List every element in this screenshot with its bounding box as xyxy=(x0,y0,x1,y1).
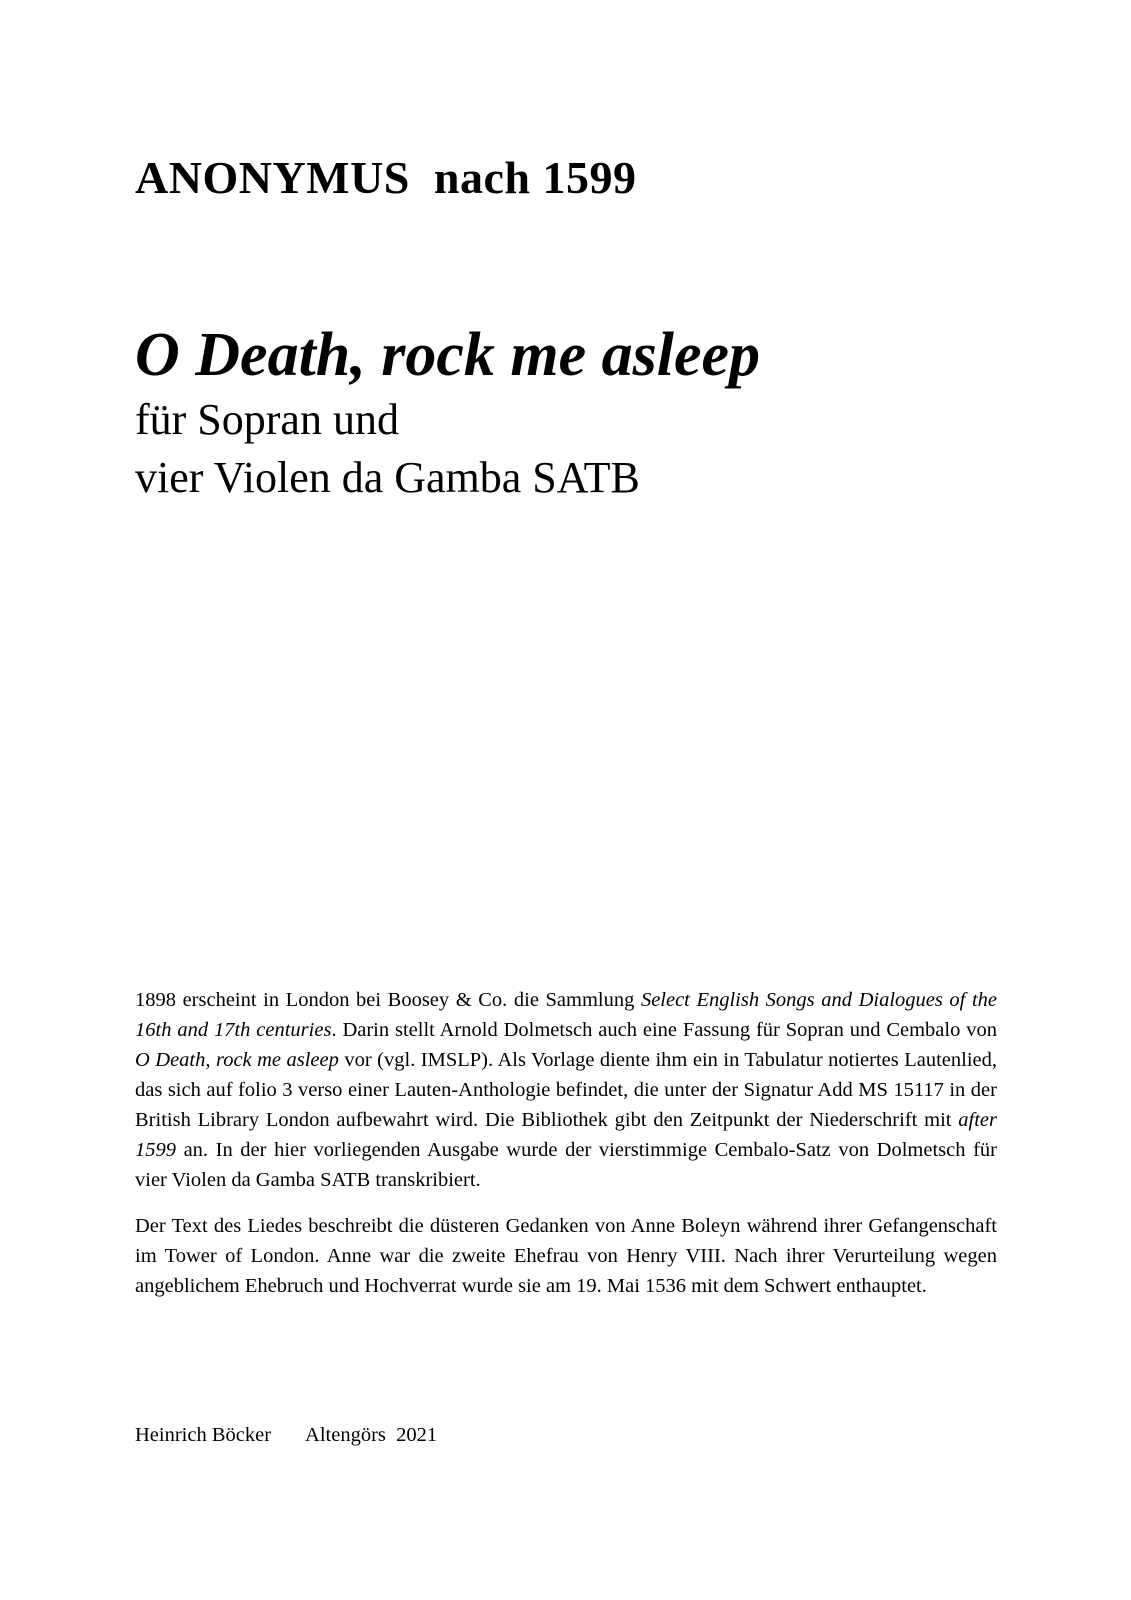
paragraph-text: 1898 erscheint in London bei Boosey & Co. die Sammlung xyxy=(135,989,641,1011)
composer-heading: ANONYMUS nach 1599 xyxy=(135,152,637,203)
author-name: Heinrich Böcker xyxy=(135,1424,272,1446)
paragraph-text: an. In der hier vorliegenden Ausgabe wurde der vierstimmige Cembalo-Satz von Dolmetsch für vier Violen da Gamba SATB transkribiert. xyxy=(135,1139,997,1191)
collection-title: Select English Songs and Dialogues of the 16th and 17th centuries xyxy=(135,989,997,1041)
paragraph-text: . Darin stellt Arnold Dolmetsch auch eine Fassung für Sopran und Cembalo von xyxy=(331,1019,997,1041)
date-reference: after 1599 xyxy=(135,1109,997,1161)
footer-signature xyxy=(135,1420,437,1450)
place-year: Altengörs 2021 xyxy=(305,1424,438,1446)
song-title-reference: O Death, rock me asleep xyxy=(135,1049,339,1071)
subtitle-line-2: vier Violen da Gamba SATB xyxy=(135,453,640,503)
paragraph-text-background: Der Text des Liedes beschreibt die düsteren Gedanken von Anne Boleyn während ihrer Gefangenschaft im Tower of London. Anne war die zweite Ehefrau von Henry VIII. Nach ihrer Verurteilung wegen angeblichem Ehebruch und Hochverrat wurde sie am 19. Mai 1536 mit dem Schwert enthauptet. xyxy=(135,1215,997,1297)
description-text xyxy=(135,985,997,1317)
title-block xyxy=(135,320,760,507)
paragraph-text: vor (vgl. IMSLP). Als Vorlage diente ihm ein in Tabulatur notiertes Lautenlied, das sich auf folio 3 verso einer Lauten-Anthologie befindet, die unter der Signatur Add MS 15117 in der British Library London aufbewahrt wird. Die Bibliothek gibt den Zeitpunkt der Niederschrift mit xyxy=(135,1049,998,1131)
paragraph-history xyxy=(135,985,997,1195)
work-title: O Death, rock me asleep xyxy=(135,321,761,389)
subtitle-line-1: für Sopran und xyxy=(135,395,399,445)
